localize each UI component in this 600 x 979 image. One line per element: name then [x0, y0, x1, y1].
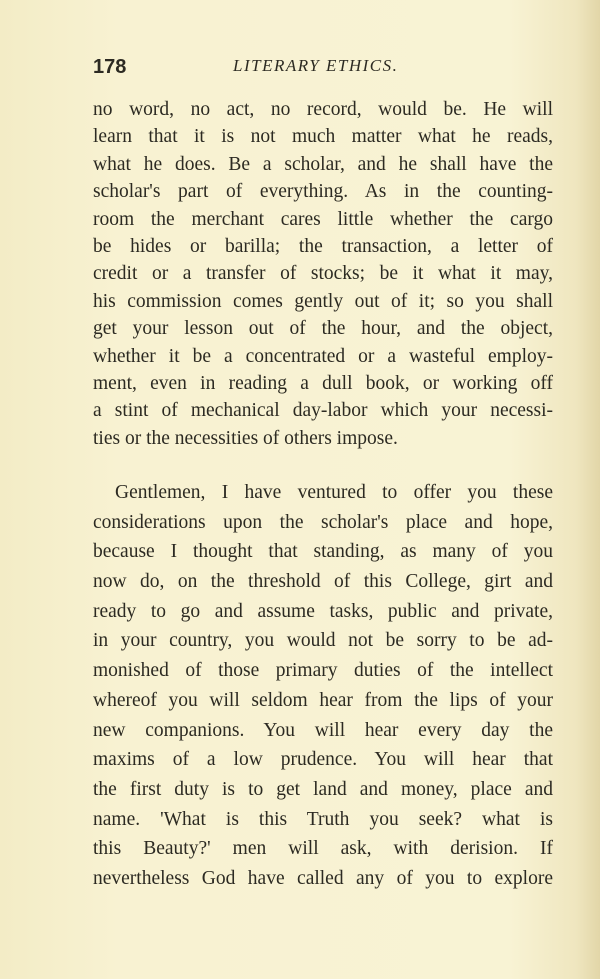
text-line: maxims of a low prudence. You will hear that: [93, 749, 553, 771]
paragraph-2: [93, 478, 553, 894]
text-line: now do, on the threshold of this College, girt and: [93, 571, 553, 593]
text-line: because I thought that standing, as many of you: [93, 541, 553, 563]
text-line: no word, no act, no record, would be. He will: [93, 99, 553, 120]
text-line: learn that it is not much matter what he reads,: [93, 126, 553, 148]
text-line: monished of those primary duties of the intellect: [93, 660, 553, 682]
text-line: credit or a transfer of stocks; be it what it may,: [93, 263, 553, 285]
text-line: Gentlemen, I have ventured to offer you these: [115, 482, 553, 503]
text-line: nevertheless God have called any of you to explore: [93, 867, 553, 889]
text-line: this Beauty?' men will ask, with derision. If: [93, 838, 553, 860]
text-line: whether it be a concentrated or a wasteful employ-: [93, 345, 553, 367]
page-number: 178: [93, 56, 127, 78]
text-line: room the merchant cares little whether the cargo: [93, 208, 553, 230]
text-line: be hides or barilla; the transaction, a letter of: [93, 235, 553, 257]
text-line: what he does. Be a scholar, and he shall have the: [93, 153, 553, 175]
text-line: the first duty is to get land and money, place and: [93, 778, 553, 800]
text-line: considerations upon the scholar's place and hope,: [93, 511, 553, 533]
text-line: his commission comes gently out of it; so you shall: [93, 290, 553, 312]
text-line: ties or the necessities of others impose.: [93, 427, 398, 449]
text-line: ment, even in reading a dull book, or working off: [93, 372, 553, 394]
text-line: in your country, you would not be sorry to be ad-: [93, 630, 553, 652]
text-line: a stint of mechanical day-labor which your necessi-: [93, 400, 553, 422]
text-line: whereof you will seldom hear from the lips of your: [93, 689, 553, 711]
text-line: get your lesson out of the hour, and the object,: [93, 318, 553, 340]
paragraph-1: [93, 96, 553, 452]
text-line: new companions. You will hear every day the: [93, 719, 553, 741]
text-line: scholar's part of everything. As in the counting-: [93, 181, 553, 203]
text-line: name. 'What is this Truth you seek? what is: [93, 808, 553, 830]
page-header: [93, 56, 553, 86]
text-line: ready to go and assume tasks, public and private,: [93, 600, 553, 622]
running-title: LITERARY ETHICS.: [233, 56, 399, 75]
